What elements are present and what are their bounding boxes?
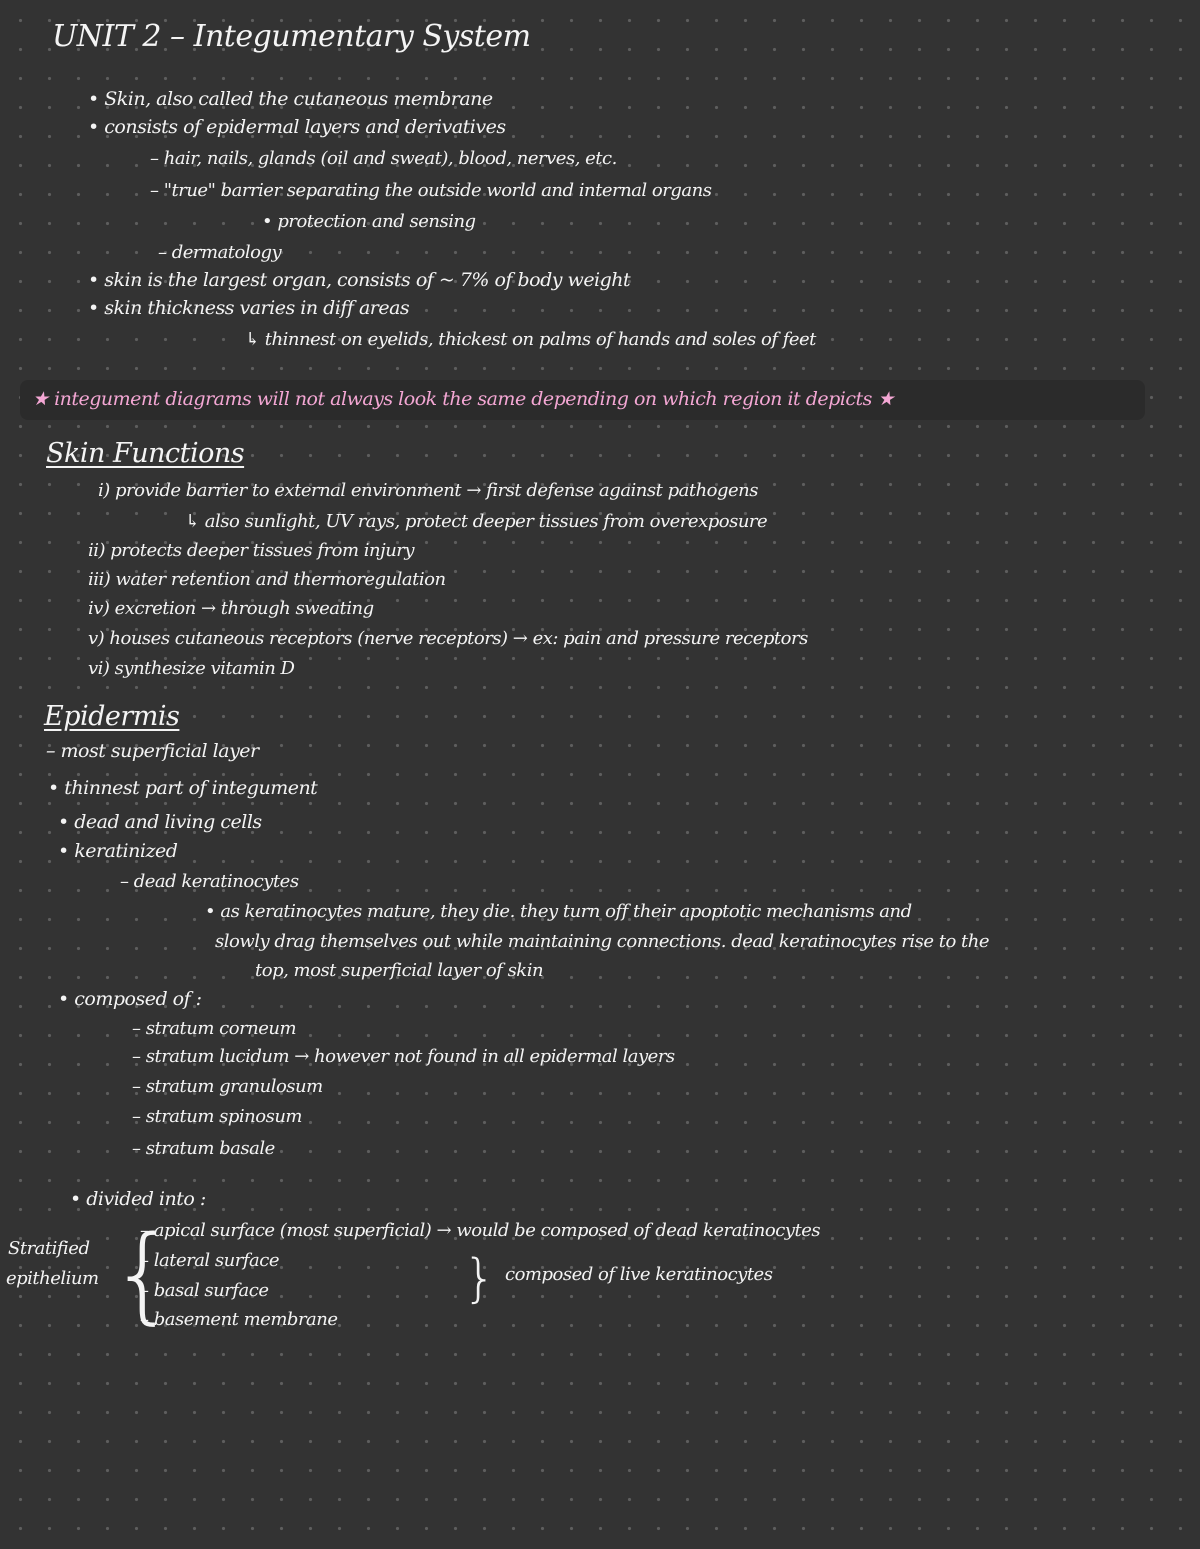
layer-basale: – stratum basale (132, 1138, 275, 1159)
intro-line-3: – hair, nails, glands (oil and sweat), blood, nerves, etc. (150, 148, 617, 169)
epidermis-line-1: – most superficial layer (46, 740, 259, 762)
intro-line-6: – dermatology (158, 242, 282, 263)
intro-line-8: • skin thickness varies in diff areas (88, 297, 410, 319)
function-i-sub: ↳ also sunlight, UV rays, protect deeper tissues from overexposure (185, 511, 768, 532)
epidermis-heading: Epidermis (44, 701, 180, 732)
epidermis-line-6: • as keratinocytes mature, they die. they turn off their apoptotic mechanisms and (205, 901, 912, 922)
left-curly-brace: { (110, 1213, 177, 1335)
function-iv: iv) excretion → through sweating (88, 598, 374, 619)
surface-basal: – basal surface (140, 1280, 269, 1301)
intro-line-2: • consists of epidermal layers and derivatives (88, 116, 506, 138)
right-curly-brace: } (463, 1249, 497, 1309)
bracket-note: composed of live keratinocytes (505, 1264, 773, 1285)
function-v: v) houses cutaneous receptors (nerve receptors) → ex: pain and pressure receptors (88, 628, 808, 649)
callout-note: ★ integument diagrams will not always look the same depending on which region it depicts ★ (32, 388, 894, 410)
layer-granulosum: – stratum granulosum (132, 1076, 323, 1097)
layer-lucidum: – stratum lucidum → however not found in all epidermal layers (132, 1046, 675, 1067)
epidermis-line-8: top, most superficial layer of skin (255, 960, 544, 981)
function-ii: ii) protects deeper tissues from injury (88, 540, 415, 561)
functions-heading: Skin Functions (46, 438, 245, 469)
page-title: UNIT 2 – Integumentary System (52, 19, 531, 54)
side-label-epithelium: epithelium (6, 1268, 99, 1289)
layer-spinosum: – stratum spinosum (132, 1106, 302, 1127)
divided-into-label: • divided into : (70, 1188, 206, 1210)
function-vi: vi) synthesize vitamin D (88, 658, 295, 679)
intro-line-9: ↳ thinnest on eyelids, thickest on palms of hands and soles of feet (245, 329, 816, 350)
intro-line-1: • Skin, also called the cutaneous membrane (88, 88, 493, 110)
surface-basement: – basement membrane (140, 1309, 338, 1330)
layer-corneum: – stratum corneum (132, 1018, 297, 1039)
composed-of-label: • composed of : (58, 988, 202, 1010)
function-i: i) provide barrier to external environment → first defense against pathogens (98, 480, 759, 501)
intro-line-5: • protection and sensing (262, 211, 476, 232)
surface-lateral: – lateral surface (140, 1250, 279, 1271)
epidermis-line-4: • keratinized (58, 840, 178, 862)
function-iii: iii) water retention and thermoregulation (88, 569, 446, 590)
intro-line-4: – "true" barrier separating the outside world and internal organs (150, 180, 712, 201)
surface-apical: – apical surface (most superficial) → would be composed of dead keratinocytes (140, 1220, 821, 1241)
epidermis-line-5: – dead keratinocytes (120, 871, 299, 892)
epidermis-line-2: • thinnest part of integument (48, 777, 318, 799)
intro-line-7: • skin is the largest organ, consists of ~ 7% of body weight (88, 269, 631, 291)
side-label-stratified: Stratified (8, 1238, 90, 1259)
epidermis-line-7: slowly drag themselves out while maintaining connections. dead keratinocytes rise to the (215, 931, 990, 952)
epidermis-line-3: • dead and living cells (58, 811, 262, 833)
